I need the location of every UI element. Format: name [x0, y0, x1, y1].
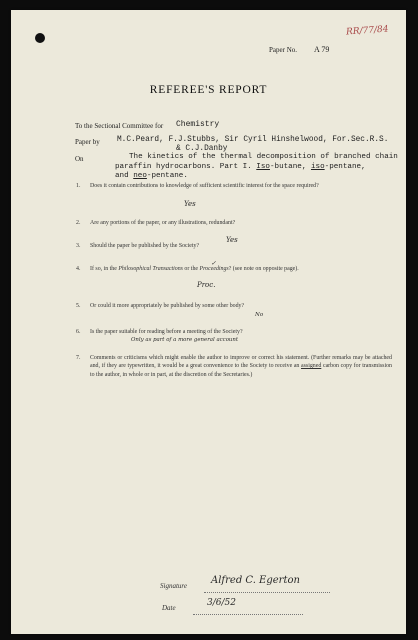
question-text-italic: Proceedings	[199, 266, 229, 272]
answer-4-mark: ✓	[211, 260, 217, 267]
answer-6: Only as part of a more general account	[131, 337, 239, 343]
answer-5: No	[255, 312, 264, 318]
paper-by-label: Paper by	[75, 138, 100, 146]
paper-title-line-3	[115, 172, 405, 182]
question-text: carbon copy for transmission to the author, in whole or in part, at the discretion of the Secretaries.)	[90, 363, 392, 378]
punch-hole	[35, 33, 45, 43]
paper-title	[115, 153, 405, 182]
authors	[117, 136, 388, 154]
signature-line	[204, 592, 330, 593]
committee-value: Chemistry	[176, 120, 220, 129]
question-text: Are any portions of the paper, or any illustrations, redundant?	[90, 220, 236, 226]
committee-label: To the Sectional Committee for	[75, 122, 164, 130]
title-text-underlined: Iso	[256, 162, 270, 171]
question-text: Does it contain contributions to knowledge of sufficient scientific interest for the space required?	[90, 183, 319, 189]
date-value: 3/6/52	[207, 598, 236, 608]
document-page	[11, 10, 406, 634]
question-text: Should the paper be published by the Society?	[90, 243, 200, 249]
answer-4: Proc.	[197, 281, 216, 289]
title-text-underlined: iso	[310, 162, 325, 171]
question-text: If so, in the	[90, 266, 119, 272]
answer-1: Yes	[184, 200, 196, 208]
question-3	[76, 242, 390, 250]
question-text: Or could it more appropriately be published by some other body?	[90, 303, 245, 309]
question-text: Is the paper suitable for reading before a meeting of the Society?	[90, 329, 243, 335]
question-5	[76, 302, 390, 310]
question-number: 6.	[76, 329, 81, 335]
question-number: 2.	[76, 220, 81, 226]
question-2	[76, 219, 390, 227]
title-text: paraffin hydrocarbons. Part I.	[115, 162, 257, 171]
page-title: REFEREE'S REPORT	[149, 84, 268, 96]
question-7	[76, 354, 392, 379]
answer-3: Yes	[226, 236, 238, 244]
question-6	[76, 328, 390, 336]
title-text: -butane,	[269, 162, 311, 171]
reference-code: RR/77/84	[345, 24, 389, 38]
authors-line-2: & C.J.Danby	[176, 145, 228, 153]
paper-title-line-2	[115, 163, 405, 173]
question-text-italic: Philosophical Transactions	[118, 266, 183, 272]
authors-line-1: M.C.Peard, F.J.Stubbs, Sir Cyril Hinshelwood, For.Sec.R.S.	[117, 136, 389, 144]
question-4	[76, 265, 390, 273]
question-text: Comments or criticisms which might enable the author to improve or correct his statement. (Further remarks may be attached and, if they are typewritten, it would be a great convenience to the Society to receive an	[90, 355, 392, 370]
question-number: 3.	[76, 243, 81, 249]
question-number: 1.	[76, 183, 81, 189]
title-text-underlined: neo	[133, 172, 147, 180]
question-text: ? (see note on opposite page).	[228, 266, 299, 272]
signature-value: Alfred C. Egerton	[211, 575, 300, 586]
question-text-underlined: assigned	[301, 363, 322, 370]
paper-no-value: A 79	[314, 45, 330, 54]
title-text: -pentane.	[146, 172, 188, 180]
paper-no-label: Paper No.	[269, 46, 297, 54]
question-number: 4.	[76, 266, 81, 272]
paper-title-line-1: The kinetics of the thermal decomposition of branched chain	[129, 153, 398, 161]
question-text: or the	[182, 266, 200, 272]
question-number: 7.	[76, 355, 81, 361]
question-1	[76, 182, 390, 190]
signature-label: Signature	[160, 582, 187, 590]
question-number: 5.	[76, 303, 81, 309]
on-label: On	[75, 155, 84, 163]
title-text: -pentane,	[324, 162, 366, 171]
date-line	[193, 614, 303, 615]
title-text: and	[115, 172, 134, 180]
date-label: Date	[162, 604, 176, 612]
